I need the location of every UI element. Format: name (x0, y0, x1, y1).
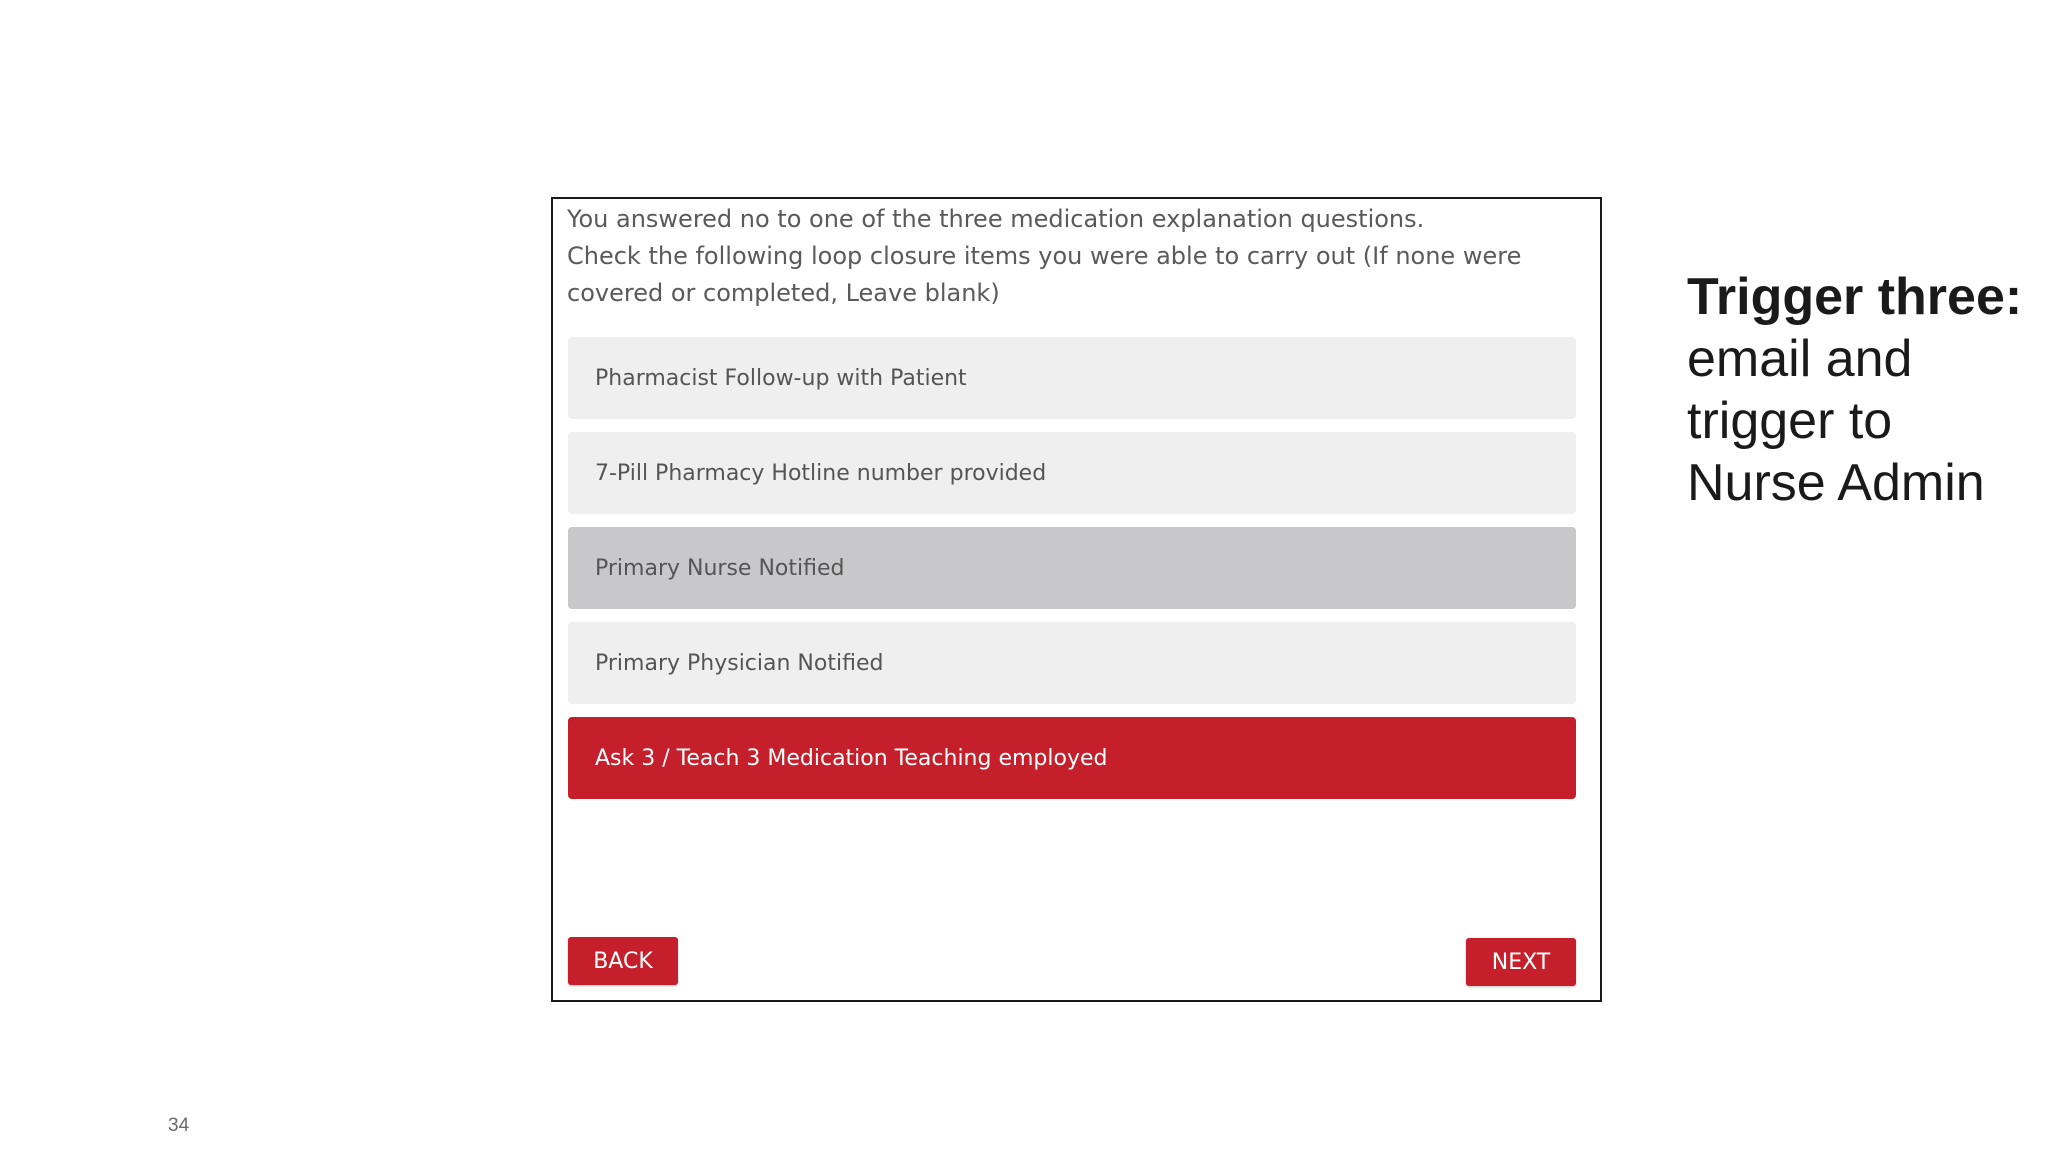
next-button[interactable]: NEXT (1466, 938, 1576, 986)
option-primary-nurse-notified[interactable] (568, 527, 1576, 609)
option-primary-physician-notified[interactable] (568, 622, 1576, 704)
back-button[interactable]: BACK (568, 937, 678, 985)
option-pharmacy-hotline[interactable] (568, 432, 1576, 514)
option-label: Pharmacist Follow-up with Patient (595, 365, 967, 391)
survey-form (551, 197, 1602, 1002)
option-list (568, 337, 1576, 812)
question-text (567, 201, 1577, 312)
option-label: Ask 3 / Teach 3 Medication Teaching employed (595, 745, 1108, 771)
option-pharmacist-follow-up[interactable] (568, 337, 1576, 419)
option-ask3-teach3[interactable] (568, 717, 1576, 799)
option-label: Primary Physician Notified (595, 650, 884, 676)
question-line-2: Check the following loop closure items you were able to carry out (If none were covered or completed, Leave blank) (567, 242, 1522, 307)
option-label: Primary Nurse Notified (595, 555, 845, 581)
slide-annotation (1687, 266, 2027, 514)
option-label: 7-Pill Pharmacy Hotline number provided (595, 460, 1047, 486)
annotation-title: Trigger three: (1687, 268, 2023, 326)
page-number: 34 (168, 1115, 190, 1136)
annotation-body: email and trigger to Nurse Admin (1687, 330, 1985, 512)
question-line-1: You answered no to one of the three medication explanation questions. (567, 205, 1425, 233)
